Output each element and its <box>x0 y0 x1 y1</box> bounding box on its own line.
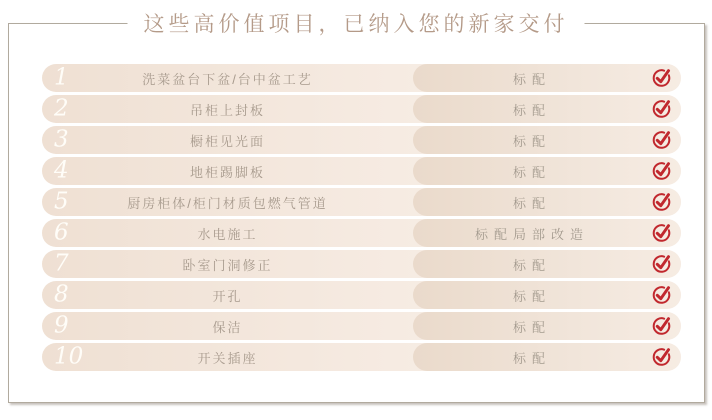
item-name: 保洁 <box>212 319 243 335</box>
item-name: 开孔 <box>212 288 243 304</box>
status-label: 标配 <box>512 133 551 149</box>
red-check-circle-icon <box>651 347 672 368</box>
item-name: 卧室门洞修正 <box>182 257 273 273</box>
item-name: 水电施工 <box>197 226 258 242</box>
table-row <box>42 219 681 247</box>
status-label: 标配 <box>512 288 551 304</box>
row-number: 3 <box>54 126 69 153</box>
table-row <box>42 157 681 185</box>
table-row <box>42 188 681 216</box>
table-row <box>42 281 681 309</box>
status-pill <box>413 188 681 216</box>
red-check-circle-icon <box>651 99 672 120</box>
table-row <box>42 250 681 278</box>
page-title: 这些高价值项目，已纳入您的新家交付 <box>128 8 585 38</box>
status-pill <box>413 343 681 371</box>
red-check-circle-icon <box>651 285 672 306</box>
status-pill <box>413 312 681 340</box>
status-label: 标配 <box>512 350 551 366</box>
item-name: 地柜踢脚板 <box>189 164 265 180</box>
item-name: 洗菜盆台下盆/台中盆工艺 <box>142 71 313 87</box>
item-name: 开关插座 <box>197 350 258 366</box>
red-check-circle-icon <box>651 223 672 244</box>
row-number: 2 <box>54 95 69 122</box>
status-pill <box>413 95 681 123</box>
row-number: 1 <box>54 64 69 91</box>
status-label: 标配 <box>512 195 551 211</box>
red-check-circle-icon <box>651 192 672 213</box>
row-number: 8 <box>54 281 69 308</box>
row-number: 6 <box>54 219 69 246</box>
red-check-circle-icon <box>651 68 672 89</box>
status-label: 标配 <box>512 102 551 118</box>
table-row <box>42 343 681 371</box>
row-number: 7 <box>54 250 69 277</box>
status-label: 标配 <box>512 319 551 335</box>
status-pill <box>413 281 681 309</box>
status-label: 标配 <box>512 71 551 87</box>
row-number: 9 <box>54 312 69 339</box>
table-row <box>42 64 681 92</box>
item-name: 橱柜见光面 <box>189 133 265 149</box>
status-label: 标配 <box>512 164 551 180</box>
row-number: 10 <box>54 343 84 370</box>
status-pill <box>413 157 681 185</box>
status-pill <box>413 219 681 247</box>
table-row <box>42 126 681 154</box>
red-check-circle-icon <box>651 254 672 275</box>
item-name: 厨房柜体/柜门材质包燃气管道 <box>127 195 328 211</box>
table-row <box>42 312 681 340</box>
red-check-circle-icon <box>651 316 672 337</box>
red-check-circle-icon <box>651 130 672 151</box>
item-name: 吊柜上封板 <box>189 102 265 118</box>
status-label: 标配局部改造 <box>474 226 589 242</box>
red-check-circle-icon <box>651 161 672 182</box>
status-pill <box>413 64 681 92</box>
row-number: 5 <box>54 188 69 215</box>
status-pill <box>413 126 681 154</box>
status-pill <box>413 250 681 278</box>
status-label: 标配 <box>512 257 551 273</box>
items-list <box>42 64 681 374</box>
table-row <box>42 95 681 123</box>
row-number: 4 <box>54 157 69 184</box>
